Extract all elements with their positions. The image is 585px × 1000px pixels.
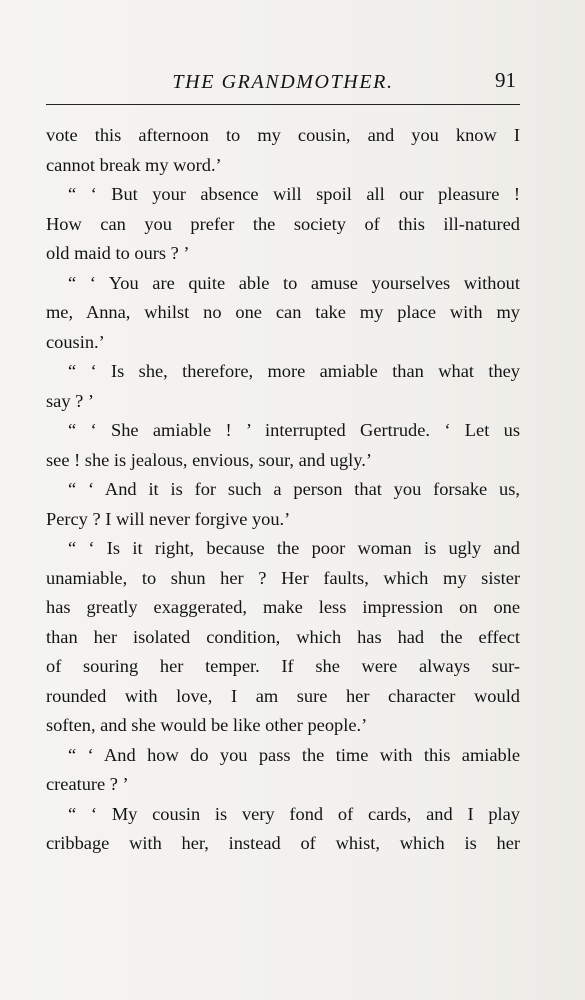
text-line: cribbage with her, instead of whist, which is her [46,833,520,853]
text-line: old maid to ours ? ’ [46,243,190,263]
text-line: has greatly exaggerated, make less impression on one [46,597,520,617]
text-line: How can you prefer the society of this ill-natured [46,213,520,234]
page-number: 91 [495,68,516,92]
text-line: “ ‘ Is it right, because the poor woman is ugly and [68,538,520,558]
text-line: “ ‘ And how do you pass the time with this amiable [68,744,520,765]
text-line: “ ‘ Is she, therefore, more amiable than what they [68,361,520,381]
text-line: than her isolated condition, which has had the effect [46,626,520,647]
text-line: cousin.’ [46,331,105,352]
text-line: “ ‘ My cousin is very fond of cards, and I play [68,803,520,824]
text-line: cannot break my word.’ [46,154,222,175]
text-line: “ ‘ But your absence will spoil all our pleasure ! [68,184,520,204]
text-line: rounded with love, I am sure her character would [46,685,520,706]
text-line: me, Anna, whilst no one can take my place with my [46,302,520,322]
header-rule [46,104,520,105]
running-title: THE GRANDMOTHER. [172,71,394,93]
text-line: creature ? ’ [46,774,129,794]
text-line: of souring her temper. If she were always sur- [46,656,520,676]
text-line: vote this afternoon to my cousin, and you know I [46,125,520,145]
page-header [46,62,520,98]
text-line: “ ‘ You are quite able to amuse yourselves without [68,272,520,293]
text-line: “ ‘ And it is for such a person that you forsake us, [68,479,520,499]
text-line: say ? ’ [46,390,94,411]
text-line: Percy ? I will never forgive you.’ [46,508,291,529]
text-line: soften, and she would be like other people.’ [46,715,368,735]
body-text [46,121,520,859]
text-line: unamiable, to shun her ? Her faults, which my sister [46,567,520,588]
text-line: “ ‘ She amiable ! ’ interrupted Gertrude. ‘ Let us [68,420,520,440]
text-line: see ! she is jealous, envious, sour, and ugly.’ [46,449,372,470]
